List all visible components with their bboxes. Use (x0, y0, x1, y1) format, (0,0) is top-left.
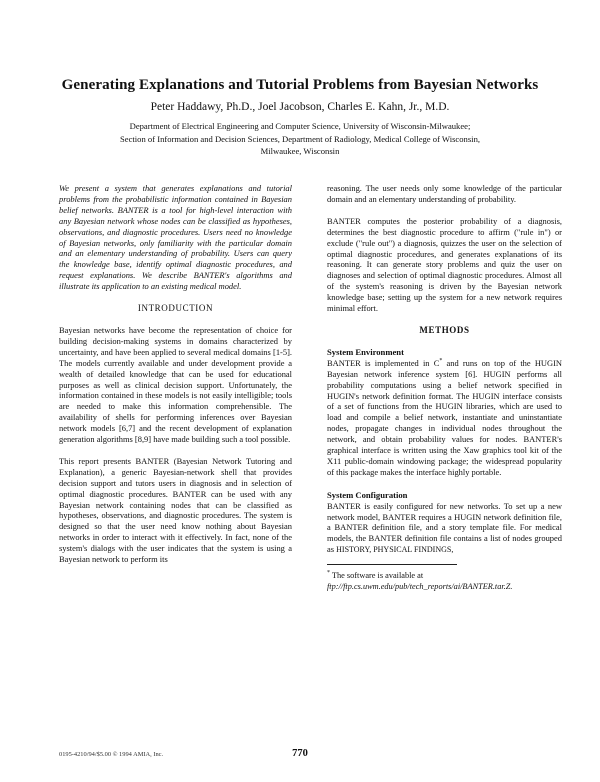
introduction-paragraph-3: BANTER computes the posterior probability of a diagnosis, determines the best diagnostic procedure to affirm ("rule in") or exclude ("rule out") a diagnosis, quizzes the user on the selection of optimal diagnostic procedures, and generates explanations of its reasoning. It can generate story problems and quiz the user on diagnoses and selection of optimal diagnostic procedures. Almost all of the system's reasoning is driven by the Bayesian network knowledge base; setting up the system for a new network requires minimal effort. (327, 215, 562, 314)
config-text: BANTER is easily configured for new networks. To set up a new network model, BANTER requires a HUGIN network definition file, a BANTER definition file, and a story template file. For medical models, the BANTER definition file contains a list of nodes grouped as (327, 500, 562, 555)
paper-title: Generating Explanations and Tutorial Problems from Bayesian Networks (61, 77, 539, 93)
page-number: 770 (292, 748, 308, 759)
introduction-heading: INTRODUCTION (137, 303, 214, 314)
introduction-continued: reasoning. The user needs only some knowledge of the particular domain and an elementary understanding of probability. (327, 183, 562, 204)
system-environment-text (327, 358, 562, 478)
config-node-groups: HISTORY, PHYSICAL FINDINGS, (336, 545, 454, 555)
footnote (327, 571, 562, 592)
left-column (59, 183, 292, 576)
env-text-rest: and runs on top of the HUGIN Bayesian network inference system [6]. HUGIN performs all probability computations using a belief network specified in HUGIN's network definition format. The HUGIN interface consists of a set of functions from the HUGIN libraries, which are used to load and compile a belief network, instantiate and uninstantiate nodes, propagate changes in individual nodes throughout the network, and obtain probability values for nodes. BANTER's graphical interface is written using the Xaw graphics tool kit of the X11 public-domain windowing package; the widespread popularity of this package makes the interface highly portable. (327, 357, 563, 477)
affiliations (40, 120, 560, 158)
right-column (327, 183, 562, 592)
footnote-text: The software is available at (330, 571, 424, 581)
abstract: We present a system that generates explanations and tutorial problems from the probabilistic information contained in Bayesian belief networks. BANTER is a tool for high-level interaction with any Bayesian network whose nodes can be classified as hypotheses, observations, and diagnostic procedures. Users need no knowledge of Bayesian networks, only familiarity with the particular domain and an elementary understanding of probability. Users can query the knowledge base, identify optimal diagnostic procedures, and request explanations. We describe BANTER's algorithms and illustrate its application to an existing medical model. (59, 183, 292, 292)
paper-authors: Peter Haddawy, Ph.D., Joel Jacobson, Charles E. Kahn, Jr., M.D. (150, 101, 450, 113)
affiliation-line-1: Department of Electrical Engineering and Computer Science, University of Wisconsin-Milwaukee; (129, 121, 471, 131)
footnote-marker: * (439, 357, 443, 364)
system-environment-heading: System Environment (327, 346, 404, 357)
methods-heading: METHODS (419, 324, 470, 335)
introduction-paragraph-1: Bayesian networks have become the representation of choice for building decision-making systems in domains characterized by uncertainty, and have been applied to several medical domains [1-5]. The models currently available and under development provide a wealth of detailed knowledge that can be used for educational purposes as well as clinical decision support. Unfortunately, the information contained in these models is not easily intelligible; tools are needed to make this information comprehensible. The availability of shells for performing inferences over Bayesian network models [6,7] and the recent development of explanation generation algorithms [8,9] have made building such a tool possible. (59, 324, 292, 445)
system-configuration-text (327, 501, 562, 557)
footnote-symbol: * (327, 570, 330, 577)
affiliation-line-3: Milwaukee, Wisconsin (260, 146, 340, 156)
env-text-start: BANTER is implemented in C (327, 357, 440, 368)
affiliation-line-2: Section of Information and Decision Sciences, Department of Radiology, Medical College of Wisconsin, (119, 133, 481, 144)
footnote-divider (327, 564, 457, 565)
copyright-notice: 0195-4210/94/$5.00 © 1994 AMIA, Inc. (59, 751, 164, 758)
system-configuration-heading: System Configuration (327, 489, 408, 500)
introduction-paragraph-2: This report presents BANTER (Bayesian Network Tutoring and Explanation), a generic Bayesian-network shell that provides decision support and tutors users in diagnosis and in selection of optimal diagnostic procedures. BANTER can be used with any Bayesian network containing nodes that can be classified as hypotheses, observations, and diagnostic procedures. The system is designed so that the user need know nothing about Bayesian networks in order to interact with it effectively. In fact, none of the system's dialogs with the user indicates that the system is using a Bayesian network to perform its (59, 455, 292, 565)
footnote-url-link[interactable]: ftp://ftp.cs.uwm.edu/pub/tech_reports/ai/BANTER.tar.Z. (327, 581, 513, 591)
